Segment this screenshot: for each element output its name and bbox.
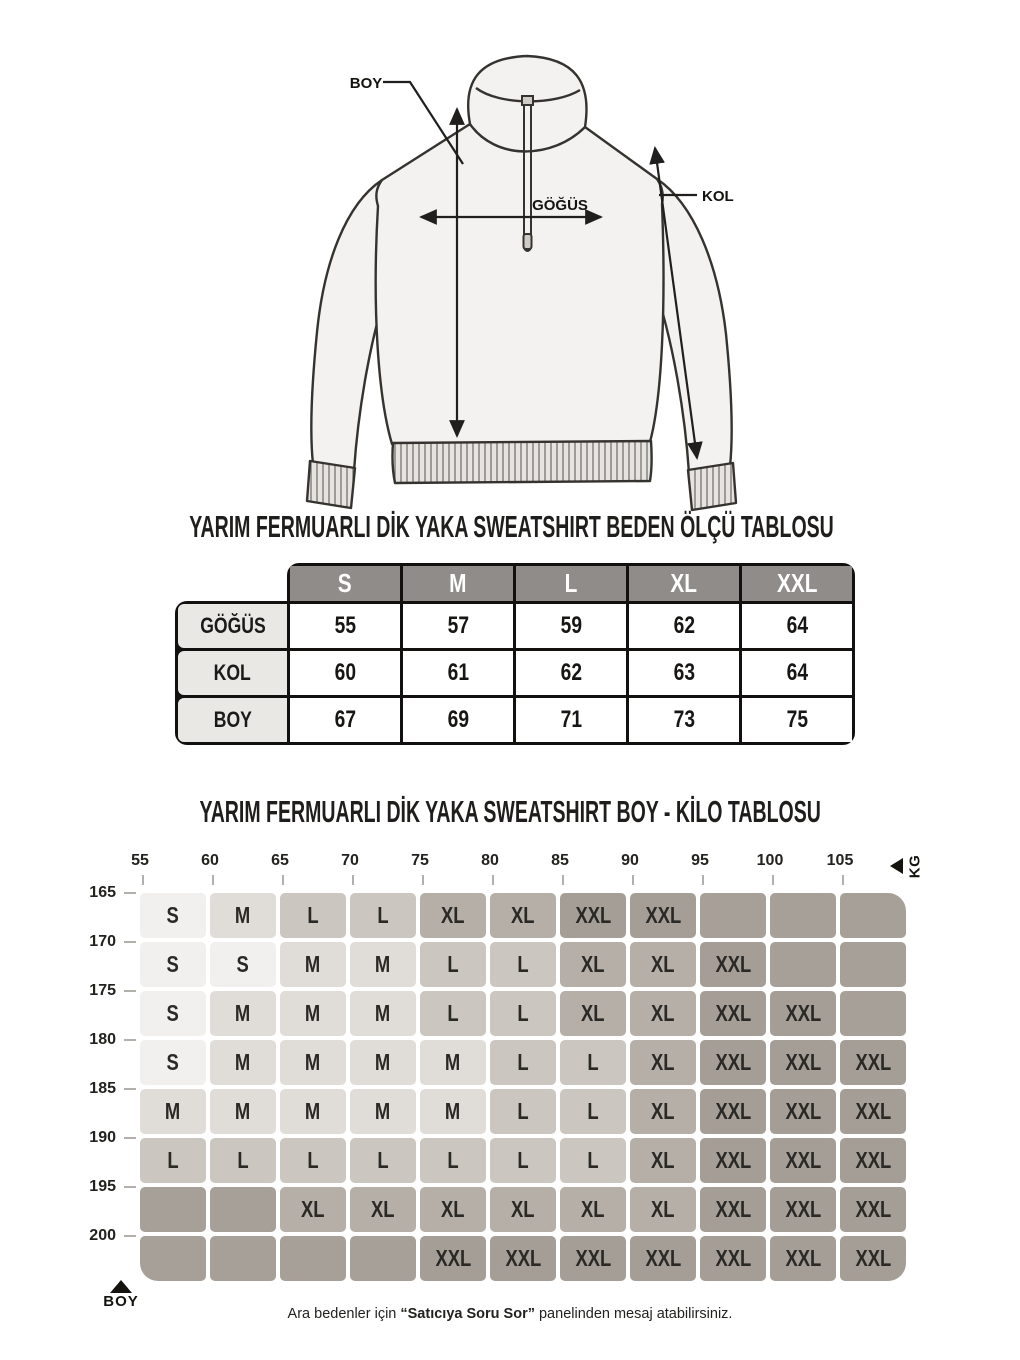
matrix-size-cell [350,991,416,1036]
matrix-size-cell-text: L [377,1147,389,1173]
cuff-left [307,461,355,508]
matrix-size-cell [420,1040,486,1085]
matrix-size-cell-text: M [375,951,391,977]
kg-tick-mark [562,875,564,885]
kg-tick-label: 80 [481,852,499,869]
size-table-header-row [287,563,855,601]
measure-row-label-text: KOL [213,660,252,685]
matrix-size-cell-text: XXL [715,1049,751,1075]
matrix-size-cell-text: XXL [855,1196,891,1222]
matrix-size-cell-text: XL [511,1196,535,1222]
kg-tick-label: 75 [411,852,429,869]
matrix-size-cell-text: M [305,1000,321,1026]
kg-tick-mark [772,875,774,885]
matrix-size-cell [490,1138,556,1183]
size-col-header [403,566,513,601]
boy-tick-mark [124,990,136,992]
matrix-size-cell-text: XXL [855,1147,891,1173]
matrix-size-cell [700,942,766,987]
size-col-header-text: S [338,568,352,598]
matrix-size-cell-text: XXL [785,1049,821,1075]
matrix-size-cell [140,991,206,1036]
matrix-size-cell [490,991,556,1036]
matrix-size-cell [560,1138,626,1183]
matrix-size-cell-text: L [307,902,319,928]
matrix-size-cell [420,1187,486,1232]
matrix-size-cell-text: L [517,1049,529,1075]
matrix-size-cell-text: L [447,951,459,977]
matrix-size-cell [280,991,346,1036]
matrix-size-cell [840,1138,906,1183]
sweatshirt-diagram [230,12,790,512]
matrix-size-cell-text: M [235,1049,251,1075]
matrix-size-cell [770,1138,836,1183]
matrix-size-cell [140,942,206,987]
matrix-size-cell-text: L [517,1098,529,1124]
matrix-empty-cell [210,1187,276,1232]
matrix-size-cell [630,1187,696,1232]
measure-value-cell-text: 73 [673,706,695,733]
diagram-gogus-label: GÖĞÜS [532,197,588,214]
matrix-size-cell-text: XXL [645,902,681,928]
matrix-size-cell-text: M [235,1098,251,1124]
matrix-size-cell-text: M [165,1098,181,1124]
matrix-size-cell [280,1040,346,1085]
matrix-size-cell-text: L [517,1000,529,1026]
kg-tick-label: 90 [621,852,639,869]
matrix-size-cell [560,1089,626,1134]
matrix-size-cell-text: M [445,1049,461,1075]
size-col-header [742,566,852,601]
boy-tick-label: 195 [89,1178,116,1195]
matrix-size-cell-text: M [445,1098,461,1124]
matrix-size-cell-text: XXL [575,902,611,928]
measure-value-cell-text: 61 [447,659,469,686]
measure-value-cell-text: 59 [560,612,582,639]
matrix-size-cell-text: L [237,1147,249,1173]
kg-tick-mark [702,875,704,885]
kg-tick-label: 55 [131,852,149,869]
matrix-size-cell-text: XL [581,1196,605,1222]
kg-tick-label: 65 [271,852,289,869]
measure-value-cell [290,604,400,648]
matrix-size-cell [840,1089,906,1134]
measure-value-cell-text: 64 [786,659,808,686]
kg-tick-mark [842,875,844,885]
matrix-size-cell-text: XXL [715,1196,751,1222]
matrix-size-cell [630,1236,696,1281]
matrix-empty-cell [770,942,836,987]
matrix-size-cell [770,1187,836,1232]
matrix-size-cell [700,1236,766,1281]
measure-value-cell-text: 69 [447,706,469,733]
matrix-size-cell-text: L [517,1147,529,1173]
matrix-empty-cell [840,942,906,987]
kg-tick-label: 70 [341,852,359,869]
size-col-header [290,566,400,601]
matrix-size-cell [140,1040,206,1085]
measure-value-cell-text: 60 [334,659,356,686]
matrix-size-cell-text: M [305,1098,321,1124]
matrix-size-cell-text: XL [371,1196,395,1222]
matrix-size-cell-text: XXL [855,1245,891,1271]
kg-tick-mark [422,875,424,885]
kg-tick-mark [632,875,634,885]
matrix-empty-cell [840,893,906,938]
matrix-size-cell [210,991,276,1036]
boy-tick-mark [124,1088,136,1090]
matrix-empty-cell [140,1187,206,1232]
matrix-size-cell-text: XL [651,951,675,977]
matrix-size-cell-text: M [375,1000,391,1026]
matrix-size-cell [420,991,486,1036]
kg-tick-mark [142,875,144,885]
boy-arrow-icon [110,1280,132,1293]
matrix-size-cell [420,1089,486,1134]
matrix-size-cell-text: XXL [785,1000,821,1026]
hem-ribbing [392,441,651,483]
matrix-size-cell [280,1138,346,1183]
matrix-size-cell-text: XL [581,1000,605,1026]
measure-value-cell [403,604,513,648]
matrix-size-cell-text: S [166,951,180,977]
boy-tick-mark [124,1235,136,1237]
matrix-empty-cell [210,1236,276,1281]
matrix-size-cell [700,991,766,1036]
kg-tick-mark [212,875,214,885]
boy-tick-mark [124,1137,136,1139]
measure-row-label [178,604,287,648]
matrix-size-cell [560,893,626,938]
matrix-size-cell-text: L [307,1147,319,1173]
matrix-size-cell [210,1138,276,1183]
boy-tick-label: 185 [89,1080,116,1097]
matrix-size-cell-text: L [587,1147,599,1173]
matrix-size-cell-text: M [375,1098,391,1124]
matrix-size-cell [630,1089,696,1134]
matrix-size-cell [840,1187,906,1232]
matrix-size-cell-text: XXL [715,951,751,977]
matrix-size-cell-text: XXL [715,1098,751,1124]
matrix-size-cell-text: XL [651,1000,675,1026]
matrix-size-cell-text: M [235,902,251,928]
size-col-header-text: XXL [776,568,818,598]
matrix-size-cell-text: S [166,1000,180,1026]
matrix-size-cell [420,1138,486,1183]
kg-axis [131,852,930,892]
kg-tick-mark [352,875,354,885]
matrix-size-cell-text: L [447,1000,459,1026]
matrix-size-cell [140,1138,206,1183]
height-weight-matrix [140,893,906,1281]
matrix-size-cell [350,893,416,938]
matrix-size-cell [840,1040,906,1085]
matrix-size-cell [630,1138,696,1183]
matrix-size-cell-text: M [305,951,321,977]
matrix-size-cell-text: XXL [855,1049,891,1075]
measure-row-label-text: BOY [213,707,252,732]
matrix-size-cell [490,1040,556,1085]
matrix-size-cell-text: L [517,951,529,977]
matrix-size-cell-text: XXL [715,1000,751,1026]
matrix-size-cell-text: L [377,902,389,928]
matrix-size-cell-text: XL [511,902,535,928]
measure-value-cell [403,651,513,695]
body-outline [376,124,664,444]
matrix-size-cell-text: XL [441,902,465,928]
matrix-size-cell-text: XXL [715,1245,751,1271]
diagram-kol-label: KOL [702,188,734,205]
matrix-size-cell [490,1089,556,1134]
matrix-size-cell-text: XXL [505,1245,541,1271]
matrix-size-cell-text: L [167,1147,179,1173]
measure-value-cell [290,651,400,695]
matrix-size-cell [630,893,696,938]
matrix-size-cell [490,893,556,938]
matrix-size-cell [280,1187,346,1232]
measure-value-cell-text: 67 [334,706,356,733]
matrix-empty-cell [770,893,836,938]
kg-tick-label: 105 [826,852,854,869]
measure-value-cell [742,651,852,695]
matrix-size-cell [490,1236,556,1281]
matrix-size-cell-text: XL [441,1196,465,1222]
matrix-empty-cell [280,1236,346,1281]
measure-value-cell [403,698,513,742]
matrix-size-cell [560,942,626,987]
measure-row-label [178,651,287,695]
matrix-size-cell [350,1089,416,1134]
measure-value-cell [629,698,739,742]
kg-tick-mark [492,875,494,885]
boy-tick-label: 190 [89,1129,116,1146]
measure-value-cell [516,604,626,648]
boy-tick-label: 165 [89,884,116,901]
matrix-size-cell [560,1040,626,1085]
matrix-empty-cell [140,1236,206,1281]
matrix-size-cell [700,1187,766,1232]
matrix-size-cell [350,1138,416,1183]
height-weight-title: YARIM FERMUARLI DİK YAKA SWEATSHIRT BOY - KİLO TABLOSU [199,794,821,829]
matrix-size-cell [350,942,416,987]
diagram-boy-label: BOY [349,75,383,92]
measure-value-cell-text: 71 [560,706,582,733]
matrix-size-cell-text: L [587,1098,599,1124]
matrix-size-cell-text: M [375,1049,391,1075]
boy-tick-mark [124,1186,136,1188]
kg-axis-label: KG [890,849,927,883]
kg-tick-label: 100 [756,852,784,869]
kg-tick-label: 85 [551,852,569,869]
boy-tick-mark [124,1039,136,1041]
size-col-header-text: XL [670,568,698,598]
boy-tick-label: 170 [89,933,116,950]
matrix-size-cell [420,942,486,987]
kg-tick-mark [282,875,284,885]
matrix-size-cell-text: S [166,1049,180,1075]
matrix-size-cell-text: XXL [785,1147,821,1173]
size-col-header-text: M [449,568,467,598]
boy-tick-label: 175 [89,982,116,999]
matrix-size-cell [210,942,276,987]
boy-tick-label: 200 [89,1227,116,1244]
matrix-size-cell [280,942,346,987]
matrix-size-cell-text: XXL [715,1147,751,1173]
boy-tick-mark [124,941,136,943]
matrix-size-cell [840,1236,906,1281]
matrix-size-cell [140,893,206,938]
boy-axis [84,884,144,1293]
matrix-size-cell [350,1187,416,1232]
kg-tick-label: 60 [201,852,219,869]
matrix-size-cell [420,1236,486,1281]
measure-value-cell-text: 62 [673,612,695,639]
matrix-empty-cell [840,991,906,1036]
measure-value-cell [290,698,400,742]
matrix-size-cell [210,1040,276,1085]
matrix-size-cell [700,1138,766,1183]
measure-row-label [178,698,287,742]
matrix-size-cell-text: S [166,902,180,928]
matrix-size-cell-text: XXL [645,1245,681,1271]
matrix-size-cell [280,1089,346,1134]
measure-value-cell [629,651,739,695]
measure-value-cell-text: 57 [447,612,469,639]
matrix-size-cell [140,1089,206,1134]
matrix-size-cell [560,991,626,1036]
matrix-size-cell-text: XXL [575,1245,611,1271]
matrix-size-cell-text: M [235,1000,251,1026]
matrix-size-cell-text: XL [581,951,605,977]
matrix-size-cell [490,1187,556,1232]
matrix-size-cell [350,1040,416,1085]
matrix-empty-cell [700,893,766,938]
measure-value-cell-text: 75 [786,706,808,733]
matrix-size-cell-text: L [447,1147,459,1173]
measure-value-cell [629,604,739,648]
matrix-size-cell [700,1089,766,1134]
matrix-size-cell [700,1040,766,1085]
measure-row-label-text: GÖĞÜS [199,613,266,638]
matrix-size-cell [210,893,276,938]
matrix-size-cell-text: M [305,1049,321,1075]
matrix-size-cell-text: L [587,1049,599,1075]
matrix-size-cell [630,942,696,987]
matrix-size-cell-text: XL [651,1147,675,1173]
size-col-header-text: L [564,568,578,598]
matrix-size-cell [420,893,486,938]
matrix-empty-cell [350,1236,416,1281]
matrix-size-cell-text: XL [651,1196,675,1222]
matrix-size-cell [560,1187,626,1232]
matrix-size-cell-text: XL [651,1049,675,1075]
matrix-size-cell [630,1040,696,1085]
matrix-size-cell-text: XXL [435,1245,471,1271]
matrix-size-cell-text: XXL [785,1245,821,1271]
measure-value-cell [516,698,626,742]
size-table-title: YARIM FERMUARLI DİK YAKA SWEATSHIRT BEDEN ÖLÇÜ TABLOSU [189,509,834,544]
measure-value-cell-text: 63 [673,659,695,686]
matrix-size-cell [770,1236,836,1281]
boy-tick-label: 180 [89,1031,116,1048]
measure-value-cell-text: 64 [786,612,808,639]
measure-value-cell [516,651,626,695]
size-table-body [175,601,855,745]
kg-tick-label: 95 [691,852,709,869]
matrix-size-cell-text: XXL [855,1098,891,1124]
bottom-note: Ara bedenler için “Satıcıya Soru Sor” panelinden mesaj atabilirsiniz. [287,1306,733,1322]
matrix-size-cell [210,1089,276,1134]
boy-tick-mark [124,892,136,894]
matrix-size-cell-text: S [236,951,250,977]
measure-value-cell-text: 55 [334,612,356,639]
size-col-header [516,566,626,601]
measure-value-cell [742,604,852,648]
measure-value-cell [742,698,852,742]
cuff-right [688,463,736,510]
matrix-size-cell [770,1040,836,1085]
matrix-size-cell [490,942,556,987]
boy-axis-label: BOY [96,1280,146,1310]
matrix-size-cell [630,991,696,1036]
matrix-size-cell [280,893,346,938]
matrix-size-cell-text: XL [651,1098,675,1124]
matrix-size-cell-text: XXL [785,1196,821,1222]
size-col-header [629,566,739,601]
matrix-size-cell [560,1236,626,1281]
kg-arrow-icon [890,858,903,874]
matrix-size-cell [770,1089,836,1134]
matrix-size-cell-text: XXL [785,1098,821,1124]
matrix-size-cell-text: XL [301,1196,325,1222]
matrix-size-cell [770,991,836,1036]
measure-value-cell-text: 62 [560,659,582,686]
